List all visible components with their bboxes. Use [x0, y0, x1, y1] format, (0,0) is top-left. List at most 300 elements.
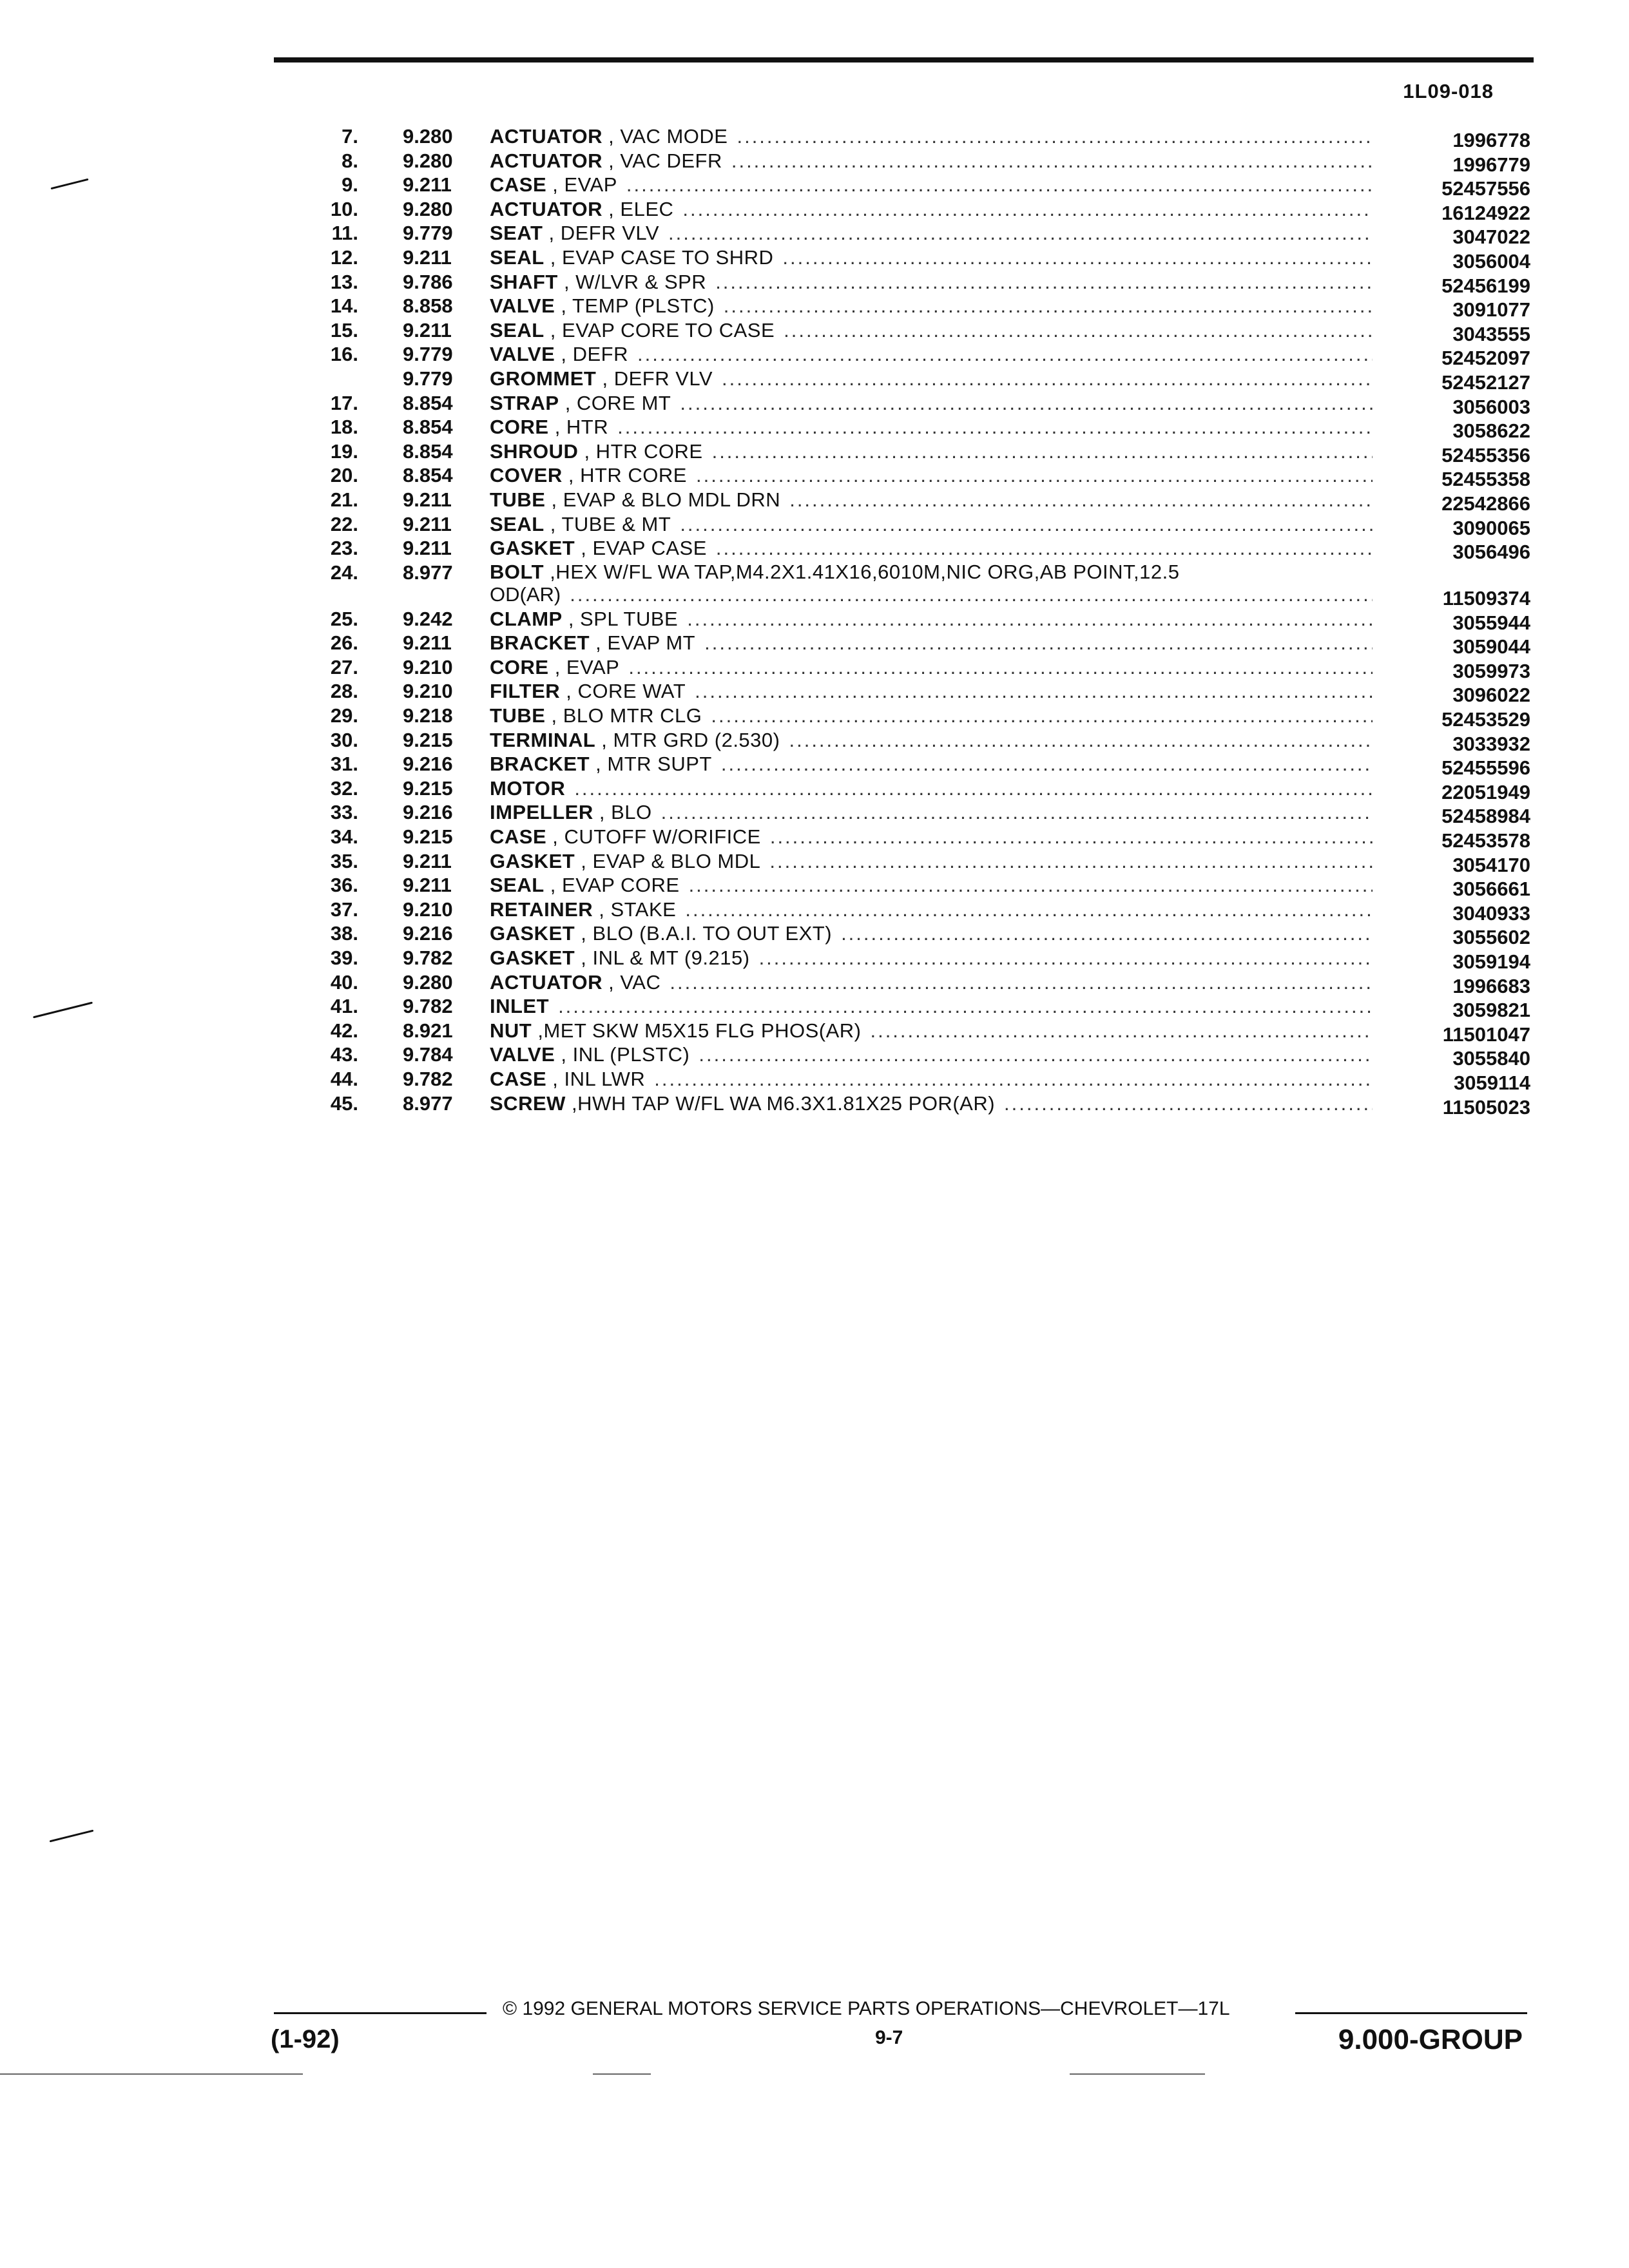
part-number: 52455596	[1441, 756, 1530, 780]
part-number: 3056661	[1452, 878, 1530, 901]
item-number: 17.	[330, 391, 358, 414]
scan-artifact	[0, 2073, 303, 2075]
part-description	[490, 536, 1373, 561]
group-number: 9.211	[403, 874, 452, 897]
part-name-detail: , HTR	[548, 416, 609, 439]
part-name-main: CASE	[490, 825, 547, 849]
parts-row	[303, 197, 1530, 222]
group-number: 8.977	[403, 561, 453, 584]
item-number: 36.	[330, 874, 358, 897]
group-number: 9.782	[403, 947, 453, 969]
parts-row	[303, 776, 1530, 801]
part-name-detail: , CORE MT	[559, 391, 671, 414]
part-description	[490, 318, 1373, 343]
parts-row	[303, 728, 1530, 753]
item-number: 39.	[330, 947, 358, 969]
part-name-detail: , TEMP (PLSTC)	[555, 294, 715, 318]
leader-dots	[661, 800, 1373, 825]
part-number: 3058622	[1452, 419, 1530, 443]
part-name	[490, 607, 678, 631]
part-number: 22542866	[1441, 492, 1530, 515]
parts-row	[303, 221, 1530, 249]
item-number: 15.	[330, 318, 358, 341]
part-name	[490, 776, 565, 801]
leader-dots	[637, 342, 1373, 367]
part-number: 52455356	[1441, 443, 1530, 466]
part-name-main: GROMMET	[490, 367, 597, 390]
footer-rule-right	[1295, 2012, 1527, 2014]
part-name	[490, 898, 676, 922]
part-name-detail: , INL LWR	[546, 1067, 646, 1090]
part-name-detail: , HTR CORE	[578, 439, 703, 463]
part-description	[490, 873, 1373, 898]
part-name-main: TUBE	[490, 488, 546, 511]
scan-artifact	[593, 2073, 651, 2075]
part-name-detail: , MTR GRD (2.530)	[595, 728, 780, 751]
part-name-detail: , INL (PLSTC)	[555, 1043, 690, 1066]
part-description	[490, 800, 1373, 825]
part-number: 3054170	[1452, 853, 1530, 876]
leader-dots	[841, 921, 1373, 946]
group-number: 9.779	[403, 367, 453, 390]
group-number: 9.216	[403, 753, 453, 776]
leader-dots	[759, 946, 1373, 970]
group-number: 9.786	[403, 270, 453, 293]
parts-row	[303, 124, 1530, 149]
parts-row	[303, 463, 1530, 491]
part-name	[490, 800, 652, 825]
group-number: 9.280	[403, 197, 453, 220]
group-number: 9.211	[403, 512, 452, 535]
part-description	[490, 391, 1373, 416]
group-number: 9.210	[403, 655, 453, 678]
parts-row	[303, 655, 1530, 680]
part-name-main: GASKET	[490, 947, 575, 969]
part-description	[490, 221, 1373, 245]
part-name-detail: , CUTOFF W/ORIFICE	[546, 825, 761, 849]
leader-dots	[628, 655, 1373, 680]
part-name	[490, 873, 680, 898]
part-number: 52453529	[1441, 708, 1530, 731]
item-number: 21.	[330, 488, 358, 511]
part-number: 52456199	[1441, 274, 1530, 297]
part-name-detail: , EVAP	[548, 655, 620, 678]
part-description	[490, 776, 1373, 801]
item-number: 13.	[330, 270, 358, 293]
part-description	[490, 124, 1373, 149]
parts-row	[303, 873, 1530, 901]
part-name-detail: , EVAP & BLO MDL	[575, 849, 761, 872]
parts-row	[303, 536, 1530, 564]
revision-date: (1-92)	[271, 2025, 340, 2053]
group-number: 9.218	[403, 704, 453, 727]
page-number: 9-7	[875, 2027, 903, 2048]
part-number: 3055944	[1452, 611, 1530, 634]
part-name-detail: , TUBE & MT	[544, 512, 671, 535]
part-number: 3055602	[1452, 926, 1530, 949]
group-number: 9.280	[403, 970, 453, 994]
part-description	[490, 463, 1373, 488]
group-number: 9.216	[403, 922, 453, 945]
leader-dots	[682, 197, 1373, 222]
part-name-detail: , W/LVR & SPR	[557, 270, 707, 293]
part-name	[490, 1019, 861, 1043]
part-name	[490, 197, 673, 222]
part-description	[490, 631, 1373, 655]
item-number: 7.	[342, 125, 358, 148]
leader-dots	[721, 752, 1373, 776]
part-number: 52458984	[1441, 805, 1530, 828]
item-number: 33.	[330, 801, 358, 824]
scan-artifact	[1070, 2073, 1205, 2075]
group-number: 9.782	[403, 995, 453, 1018]
binder-mark	[50, 1830, 94, 1843]
part-description	[490, 849, 1373, 874]
group-number: 9.211	[403, 537, 452, 560]
part-number: 3056003	[1452, 395, 1530, 418]
part-name-main: ACTUATOR	[490, 197, 603, 220]
parts-row	[303, 1043, 1530, 1070]
leader-dots	[784, 318, 1373, 343]
item-number: 23.	[330, 537, 358, 560]
part-name	[490, 561, 1373, 584]
part-description	[490, 367, 1373, 391]
group-number: 8.854	[403, 439, 453, 463]
leader-dots	[870, 1019, 1373, 1043]
leader-dots	[574, 776, 1373, 801]
part-name-main: VALVE	[490, 1043, 555, 1066]
part-number: 3059044	[1452, 635, 1530, 658]
item-number: 10.	[330, 197, 358, 220]
part-name-detail: , EVAP	[546, 173, 617, 197]
part-name-main: INLET	[490, 995, 550, 1018]
group-number: 9.782	[403, 1067, 453, 1090]
part-name-main: GASKET	[490, 922, 575, 945]
part-description	[490, 294, 1373, 318]
part-name	[490, 294, 715, 318]
group-label: 9.000-GROUP	[1338, 2024, 1523, 2055]
part-name-main: ACTUATOR	[490, 125, 603, 148]
leader-dots	[715, 270, 1373, 294]
part-name-main: SEAL	[490, 512, 545, 535]
item-number: 45.	[330, 1091, 358, 1115]
item-number: 22.	[330, 512, 358, 535]
part-name	[490, 221, 659, 245]
part-name-detail: , SPL TUBE	[562, 607, 679, 630]
part-name	[490, 367, 713, 391]
part-number: 1996778	[1452, 129, 1530, 151]
leader-dots	[731, 149, 1373, 173]
part-name-detail: ,HEX W/FL WA TAP,M4.2X1.41X16,6010M,NIC ORG,AB POINT,12.5	[544, 560, 1180, 583]
parts-row	[303, 898, 1530, 925]
part-description	[490, 1019, 1373, 1043]
part-name-detail: , VAC	[602, 970, 661, 994]
part-name-detail: ,HWH TAP W/FL WA M6.3X1.81X25 POR(AR)	[565, 1091, 996, 1115]
leader-dots	[737, 124, 1373, 149]
part-name-main: TUBE	[490, 704, 546, 727]
part-number: 3059114	[1454, 1071, 1530, 1094]
parts-list	[303, 124, 1530, 1119]
part-description	[490, 1067, 1373, 1091]
group-number: 9.280	[403, 125, 453, 148]
item-number: 29.	[330, 704, 358, 727]
item-number: 16.	[330, 343, 358, 366]
part-name	[490, 488, 780, 512]
parts-row	[303, 560, 1530, 610]
copyright-notice: © 1992 GENERAL MOTORS SERVICE PARTS OPERATIONS—CHEVROLET—17L	[503, 1998, 1230, 2019]
part-number: 3043555	[1452, 322, 1530, 345]
parts-row	[303, 800, 1530, 828]
item-number: 34.	[330, 825, 358, 849]
part-description	[490, 173, 1373, 197]
part-number: 52453578	[1441, 829, 1530, 852]
leader-dots	[704, 631, 1373, 655]
parts-row	[303, 415, 1530, 443]
item-number: 43.	[330, 1043, 358, 1066]
part-number: 1996779	[1452, 153, 1530, 176]
part-name-main: NUT	[490, 1019, 532, 1042]
part-description	[490, 488, 1373, 512]
part-description	[490, 970, 1373, 995]
part-name	[490, 849, 760, 874]
part-name-detail: , EVAP MT	[590, 631, 696, 655]
parts-row	[303, 342, 1530, 370]
part-name-main: RETAINER	[490, 898, 593, 921]
part-number: 3059194	[1452, 950, 1530, 973]
parts-row	[303, 149, 1530, 176]
part-description	[490, 898, 1373, 922]
leader-dots	[1004, 1091, 1373, 1116]
part-name-main: SEAT	[490, 222, 543, 245]
part-name-main: TERMINAL	[490, 728, 596, 751]
part-name-detail: , BLO MTR CLG	[545, 704, 702, 727]
group-number: 9.784	[403, 1043, 453, 1066]
part-name	[490, 921, 832, 946]
part-number: 16124922	[1441, 201, 1530, 224]
leader-dots	[687, 607, 1373, 631]
part-description	[490, 679, 1373, 704]
parts-row	[303, 173, 1530, 200]
part-name-main: ACTUATOR	[490, 149, 603, 172]
part-name	[490, 704, 702, 728]
part-name	[490, 391, 671, 416]
part-number: 52457556	[1441, 177, 1530, 200]
part-number: 52455358	[1441, 468, 1530, 491]
item-number: 44.	[330, 1067, 358, 1090]
part-name-detail: , EVAP & BLO MDL DRN	[545, 488, 781, 511]
item-number: 12.	[330, 245, 358, 269]
part-name	[490, 970, 660, 995]
part-number: 11501047	[1442, 1023, 1530, 1046]
group-number: 8.854	[403, 391, 453, 414]
part-number: 3056496	[1452, 541, 1530, 564]
part-name-detail: , BLO (B.A.I. TO OUT EXT)	[575, 922, 833, 945]
part-name	[490, 512, 671, 537]
part-name-main: VALVE	[490, 294, 555, 318]
part-name-main: SEAL	[490, 874, 545, 897]
item-number: 14.	[330, 294, 358, 318]
part-description	[490, 439, 1373, 464]
item-number: 11.	[331, 222, 358, 245]
leader-dots	[712, 439, 1373, 464]
parts-row	[303, 849, 1530, 874]
item-number: 9.	[342, 173, 358, 197]
part-name	[490, 439, 703, 464]
part-number: 3033932	[1452, 732, 1530, 755]
part-name-main: STRAP	[490, 391, 559, 414]
leader-dots	[689, 873, 1373, 898]
part-name	[490, 946, 750, 970]
part-name-detail: , EVAP CASE	[575, 537, 707, 560]
group-number: 9.211	[403, 631, 452, 655]
part-name-main: VALVE	[490, 343, 555, 366]
parts-row	[303, 270, 1530, 297]
part-name	[490, 994, 549, 1019]
item-number: 26.	[330, 631, 358, 655]
part-name	[490, 1067, 645, 1091]
parts-row	[303, 391, 1530, 416]
group-number: 8.858	[403, 294, 453, 318]
part-number: 22051949	[1441, 780, 1530, 803]
part-description	[490, 245, 1373, 270]
part-name	[490, 631, 695, 655]
part-name-main: CASE	[490, 1067, 547, 1090]
parts-row	[303, 631, 1530, 658]
part-name	[490, 655, 619, 680]
part-description	[490, 415, 1373, 439]
part-number: 3091077	[1452, 298, 1530, 322]
binder-mark	[51, 178, 89, 189]
leader-dots	[699, 1043, 1373, 1067]
part-name	[490, 825, 761, 849]
part-name-main: FILTER	[490, 680, 561, 703]
part-description	[490, 342, 1373, 367]
part-name-main: IMPELLER	[490, 801, 593, 824]
item-number: 37.	[330, 898, 358, 921]
group-number: 9.779	[403, 343, 453, 366]
group-number: 8.977	[403, 1091, 453, 1115]
part-number: 52452127	[1441, 370, 1530, 394]
part-description	[490, 946, 1373, 970]
leader-dots	[789, 728, 1373, 753]
part-description	[490, 607, 1373, 631]
item-number: 28.	[330, 680, 358, 703]
footer-rule-left	[274, 2012, 487, 2014]
part-name-detail: ,MET SKW M5X15 FLG PHOS(AR)	[532, 1019, 862, 1042]
part-description	[490, 1091, 1373, 1116]
part-number: 3056004	[1452, 249, 1530, 273]
parts-row	[303, 921, 1530, 949]
group-number: 9.210	[403, 898, 453, 921]
leader-dots	[695, 679, 1373, 704]
part-name-detail: , BLO	[593, 801, 652, 824]
part-number: 3055840	[1452, 1047, 1530, 1070]
group-number: 8.921	[403, 1019, 453, 1042]
leader-dots	[617, 415, 1373, 439]
part-description-line2	[490, 584, 1373, 606]
part-name	[490, 728, 780, 753]
item-number: 41.	[330, 995, 358, 1018]
part-name-main: GASKET	[490, 537, 575, 560]
item-number: 40.	[330, 970, 358, 994]
group-number: 9.242	[403, 607, 453, 630]
document-id: 1L09-018	[1403, 80, 1494, 102]
item-number: 18.	[330, 416, 358, 439]
leader-dots	[716, 536, 1373, 561]
part-name-main: ACTUATOR	[490, 970, 603, 994]
group-number: 9.211	[403, 318, 452, 341]
item-number: 31.	[330, 753, 358, 776]
leader-dots	[770, 825, 1373, 849]
parts-row	[303, 970, 1530, 995]
leader-dots	[724, 294, 1373, 318]
group-number: 9.211	[403, 245, 452, 269]
part-name	[490, 149, 722, 173]
item-number: 30.	[330, 728, 358, 751]
item-number: 38.	[330, 922, 358, 945]
part-name-main: SEAL	[490, 245, 545, 269]
leader-dots	[722, 367, 1373, 391]
parts-row	[303, 512, 1530, 537]
parts-row	[303, 1019, 1530, 1046]
item-number: 8.	[342, 149, 358, 172]
leader-dots	[668, 221, 1373, 245]
leader-dots	[711, 704, 1373, 728]
item-number: 20.	[330, 464, 358, 487]
part-number: 11509374	[1442, 586, 1530, 610]
part-name-main: CASE	[490, 173, 547, 197]
part-name	[490, 245, 773, 270]
item-number: 32.	[330, 776, 358, 800]
parts-row	[303, 245, 1530, 273]
leader-dots	[558, 994, 1373, 1019]
part-name-main: SHROUD	[490, 439, 579, 463]
part-name-detail: , EVAP CORE TO CASE	[544, 318, 775, 341]
part-name	[490, 415, 608, 439]
part-number: 52452097	[1441, 347, 1530, 370]
parts-row	[303, 488, 1530, 515]
part-number: 3059821	[1452, 999, 1530, 1022]
part-description	[490, 270, 1373, 294]
part-name	[490, 124, 728, 149]
part-name-detail: , HTR CORE	[562, 464, 687, 487]
part-number: 1996683	[1452, 974, 1530, 997]
part-name-detail: , DEFR VLV	[596, 367, 713, 390]
leader-dots	[654, 1067, 1373, 1091]
part-name-detail: , INL & MT (9.215)	[575, 947, 750, 969]
part-name	[490, 318, 775, 343]
parts-row	[303, 607, 1530, 634]
parts-row	[303, 752, 1530, 780]
part-name-main: SEAL	[490, 318, 545, 341]
parts-row	[303, 994, 1530, 1022]
part-description	[490, 197, 1373, 222]
part-name-detail: , MTR SUPT	[590, 753, 712, 776]
parts-row	[303, 679, 1530, 707]
part-name	[490, 463, 687, 488]
part-name-main: BOLT	[490, 560, 545, 583]
part-name-main: CLAMP	[490, 607, 563, 630]
item-number: 19.	[330, 439, 358, 463]
group-number: 9.779	[403, 222, 453, 245]
part-description	[490, 561, 1373, 606]
part-name-main: CORE	[490, 416, 549, 439]
group-number: 9.211	[403, 488, 452, 511]
part-name	[490, 1043, 689, 1067]
part-name-main: SCREW	[490, 1091, 566, 1115]
item-number: 24.	[330, 561, 358, 584]
part-name-detail: , EVAP CORE	[544, 874, 680, 897]
